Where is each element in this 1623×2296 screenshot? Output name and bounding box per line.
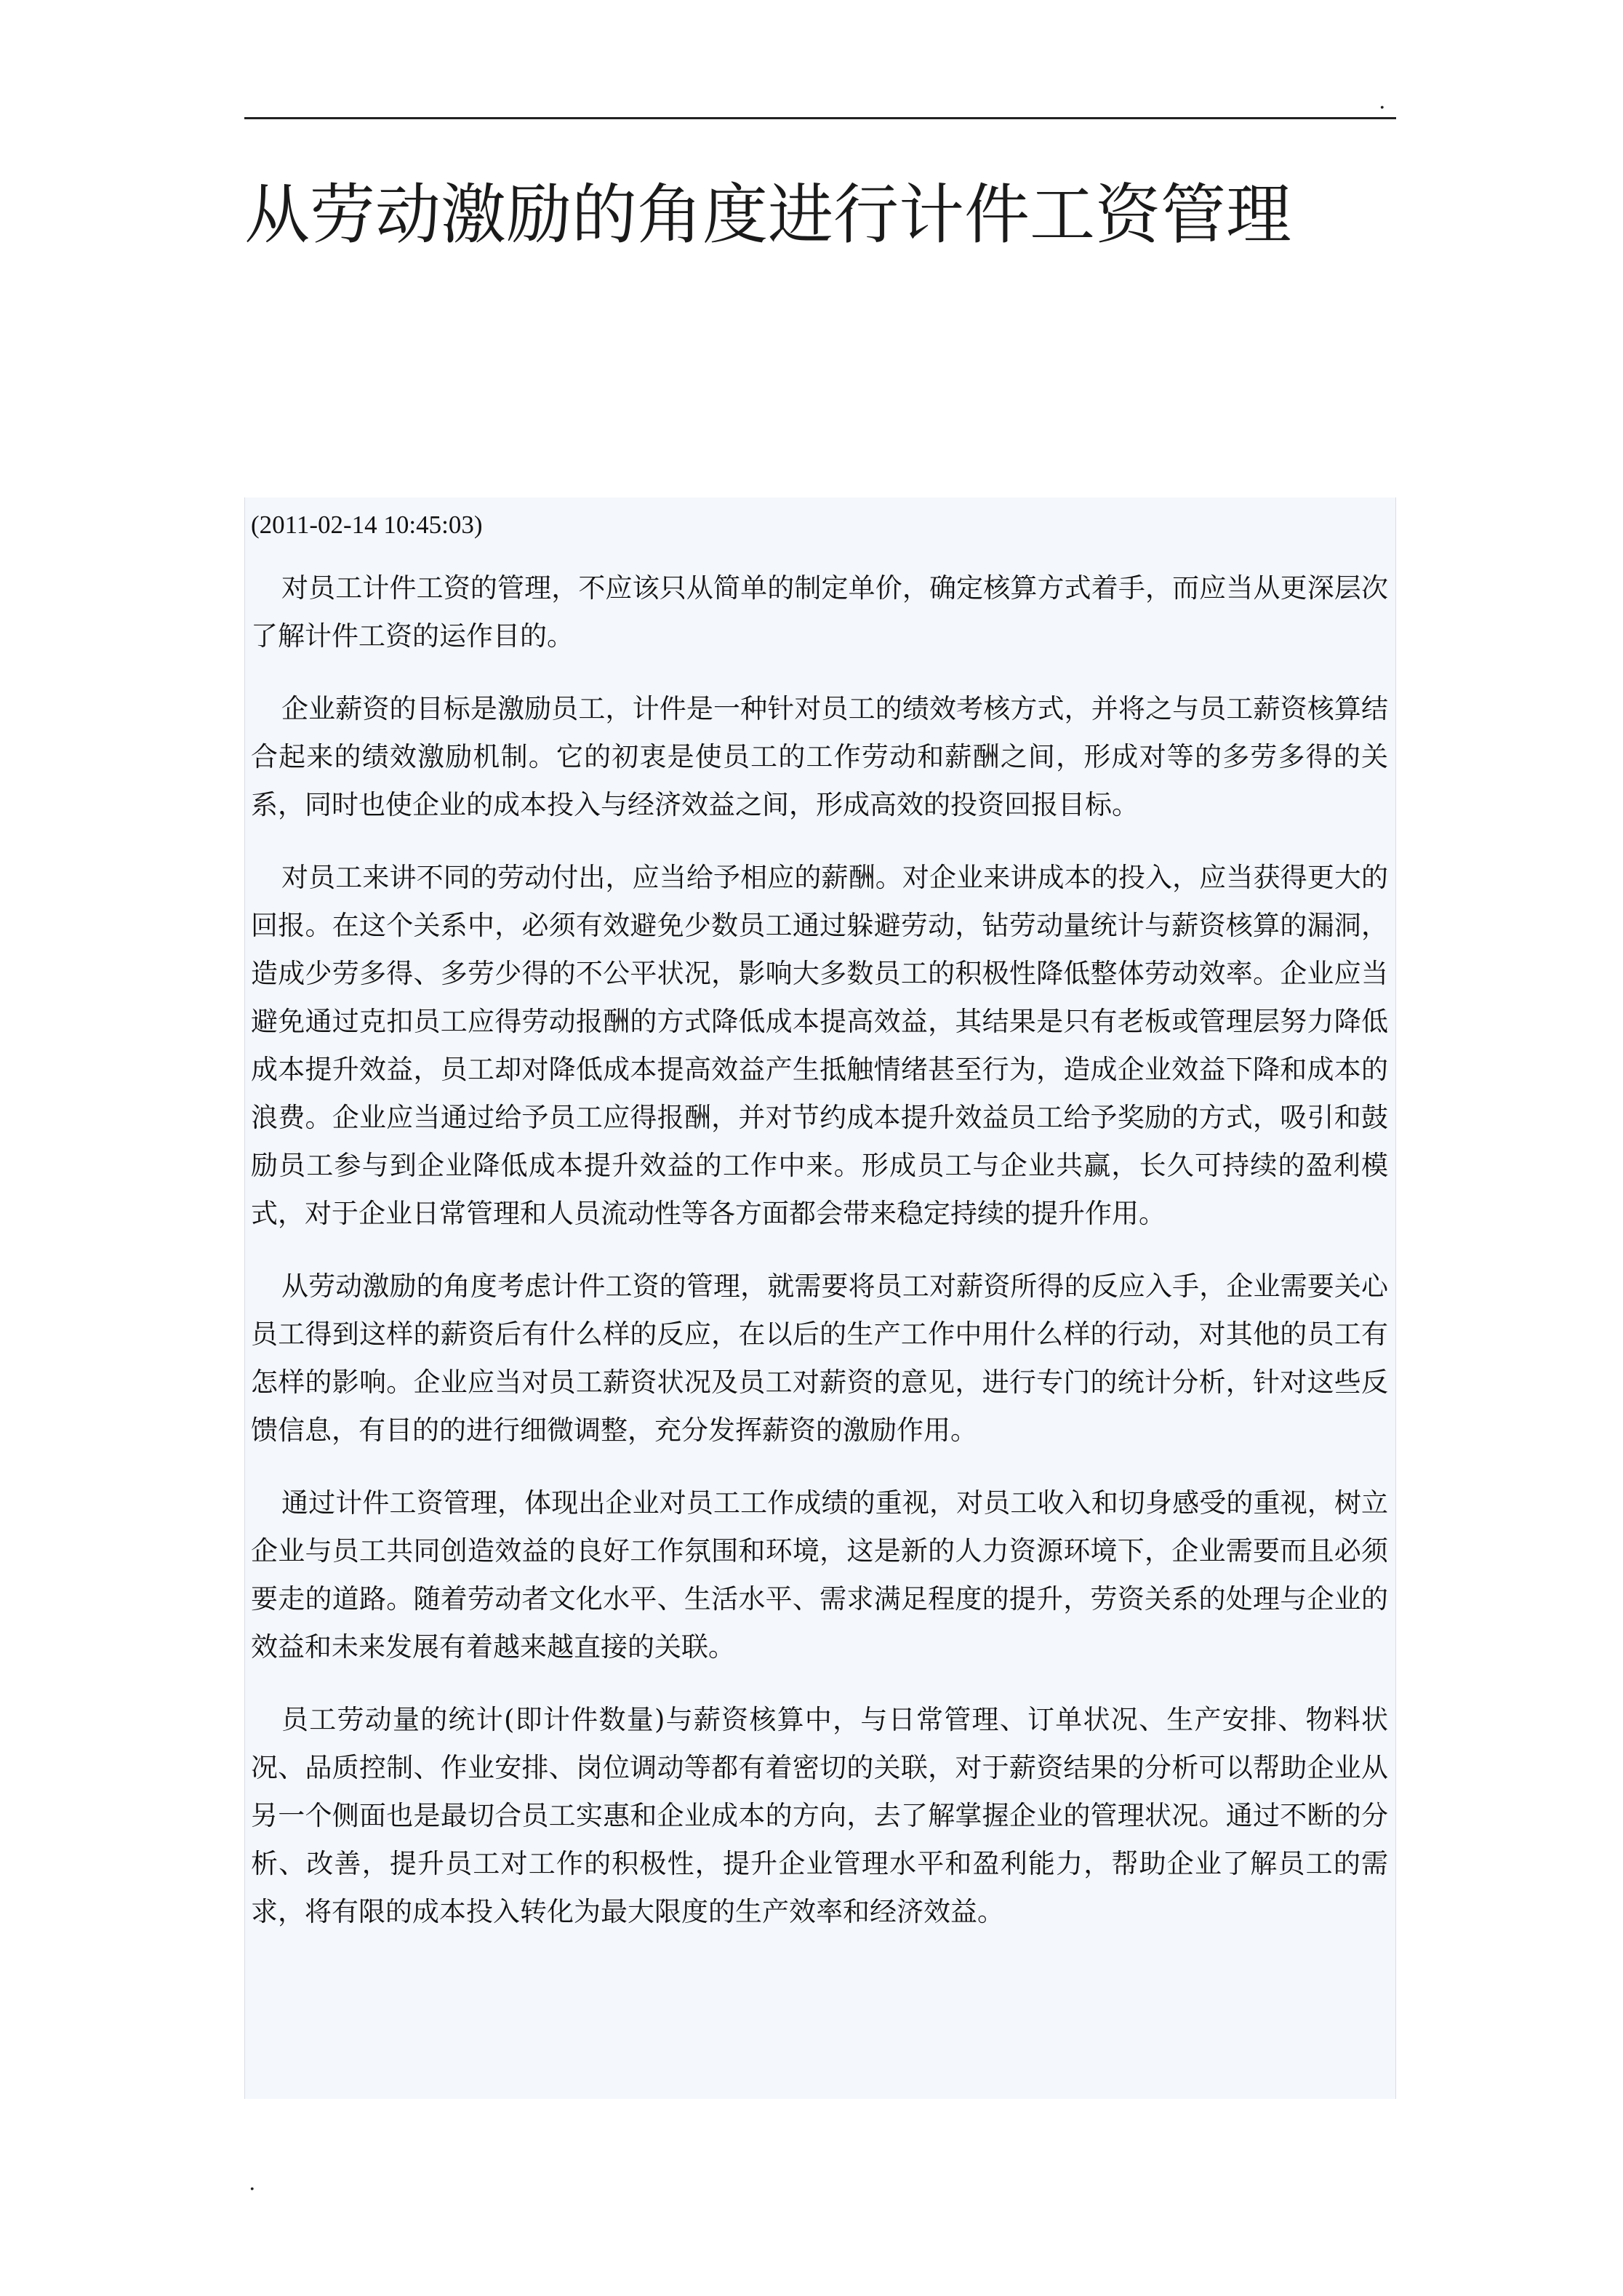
header-rule <box>244 117 1396 119</box>
article-paragraph-5: 通过计件工资管理，体现出企业对员工工作成绩的重视，对员工收入和切身感受的重视，树立企业与员工共同创造效益的良好工作氛围和环境，这是新的人力资源环境下，企业需要而且必须要走的道路。随着劳动者文化水平、生活水平、需求满足程度的提升，劳资关系的处理与企业的效益和未来发展有着越来越直接的关联。 <box>251 1487 1388 1663</box>
article-paragraph-6: 员工劳动量的统计(即计件数量)与薪资核算中，与日常管理、订单状况、生产安排、物料状况、品质控制、作业安排、岗位调动等都有着密切的关联，对于薪资结果的分析可以帮助企业从另一个侧面也是最切合员工实惠和企业成本的方向，去了解掌握企业的管理状况。通过不断的分析、改善，提升员工对工作的积极性，提升企业管理水平和盈利能力，帮助企业了解员工的需求，将有限的成本投入转化为最大限度的生产效率和经济效益。 <box>251 1704 1388 1927</box>
article-paragraph-3: 对员工来讲不同的劳动付出，应当给予相应的薪酬。对企业来讲成本的投入，应当获得更大的回报。在这个关系中，必须有效避免少数员工通过躲避劳动，钻劳动量统计与薪资核算的漏洞，造成少劳多得、多劳少得的不公平状况，影响大多数员工的积极性降低整体劳动效率。企业应当避免通过克扣员工应得劳动报酬的方式降低成本提高效益，其结果是只有老板或管理层努力降低成本提升效益，员工却对降低成本提高效益产生抵触情绪甚至行为，造成企业效益下降和成本的浪费。企业应当通过给予员工应得报酬，并对节约成本提升效益员工给予奖励的方式，吸引和鼓励员工参与到企业降低成本提升效益的工作中来。形成员工与企业共赢，长久可持续的盈利模式，对于企业日常管理和人员流动性等各方面都会带来稳定持续的提升作用。 <box>251 862 1388 1229</box>
footer-mark: . <box>249 2170 256 2196</box>
article-timestamp: (2011-02-14 10:45:03) <box>251 511 483 539</box>
article-paragraph-2: 企业薪资的目标是激励员工，计件是一种针对员工的绩效考核方式，并将之与员工薪资核算结合起来的绩效激励机制。它的初衷是使员工的工作劳动和薪酬之间，形成对等的多劳多得的关系，同时也使企业的成本投入与经济效益之间，形成高效的投资回报目标。 <box>251 693 1388 820</box>
page-title: 从劳动激励的角度进行计件工资管理 <box>244 177 1291 253</box>
article-body <box>244 497 1396 2099</box>
header-mark: . <box>1379 89 1386 114</box>
article-paragraph-4: 从劳动激励的角度考虑计件工资的管理，就需要将员工对薪资所得的反应入手，企业需要关心员工得到这样的薪资后有什么样的反应，在以后的生产工作中用什么样的行动，对其他的员工有怎样的影响。企业应当对员工薪资状况及员工对薪资的意见，进行专门的统计分析，针对这些反馈信息，有目的的进行细微调整，充分发挥薪资的激励作用。 <box>251 1271 1388 1446</box>
article-paragraph-1: 对员工计件工资的管理，不应该只从简单的制定单价，确定核算方式着手，而应当从更深层次了解计件工资的运作目的。 <box>251 572 1388 652</box>
